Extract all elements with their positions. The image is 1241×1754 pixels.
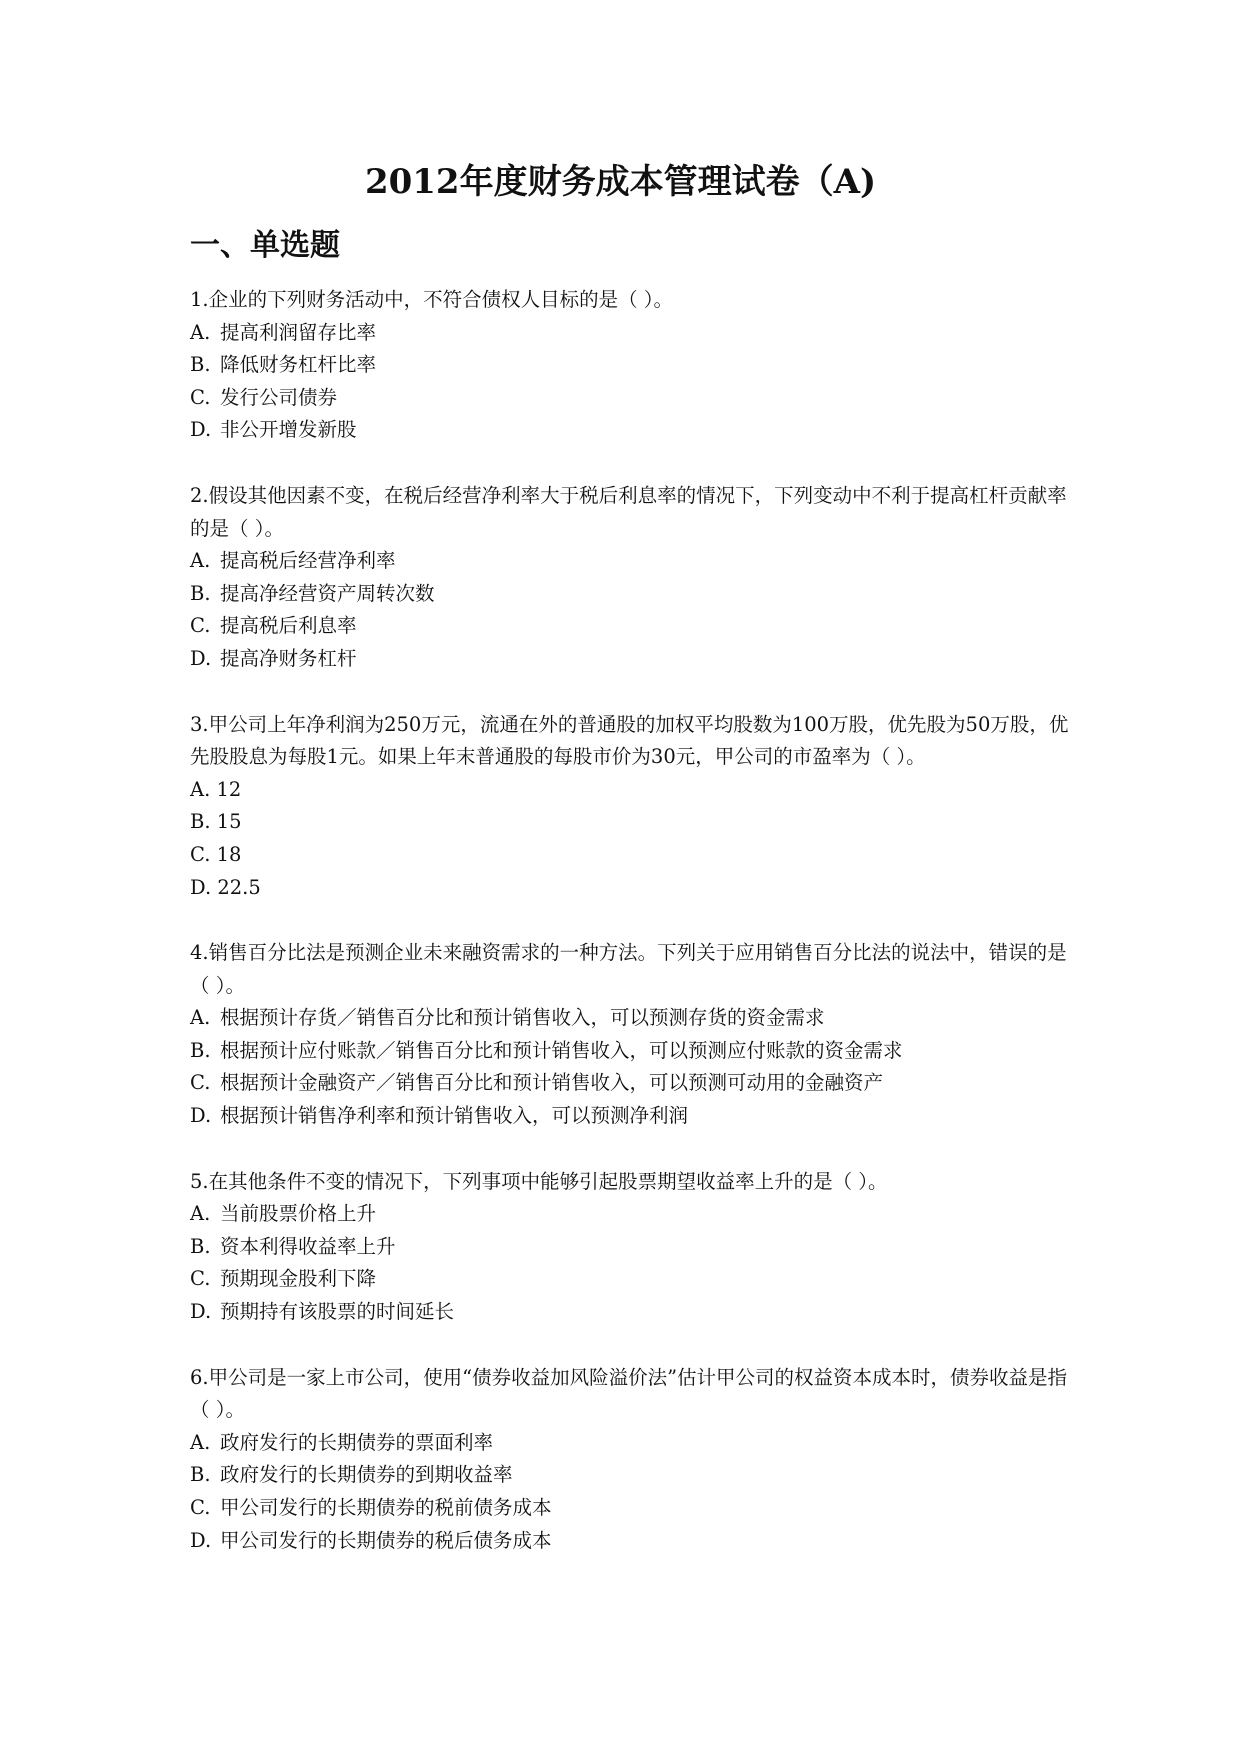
option-c <box>190 382 1070 415</box>
option-list <box>190 1427 1070 1557</box>
option-text: 甲公司发行的长期债券的税前债务成本 <box>220 1496 552 1519</box>
option-key: D. <box>190 1300 212 1324</box>
option-text: 降低财务杠杆比率 <box>220 353 377 377</box>
question-1 <box>190 284 1070 447</box>
option-key: D. <box>190 1104 212 1128</box>
option-text: 甲公司发行的长期债券的税后债务成本 <box>220 1528 552 1552</box>
option-b <box>190 1231 1070 1264</box>
option-key: B. <box>190 353 211 377</box>
option-key: D. <box>190 875 212 899</box>
document-title: 2012年度财务成本管理试卷（A) <box>364 162 877 202</box>
option-d <box>190 643 1070 676</box>
option-key: B. <box>190 581 211 605</box>
option-text: 根据预计应付账款／销售百分比和预计销售收入，可以预测应付账款的资金需求 <box>220 1038 903 1062</box>
option-key: C. <box>190 842 211 866</box>
option-key: A. <box>190 777 211 801</box>
option-list <box>190 545 1070 675</box>
option-a <box>190 545 1070 578</box>
question-list <box>190 284 1070 1590</box>
option-text: 当前股票价格上升 <box>220 1202 377 1226</box>
option-a <box>190 1198 1070 1231</box>
option-b <box>190 1459 1070 1492</box>
option-text: 政府发行的长期债券的票面利率 <box>220 1430 494 1454</box>
question-stem: 6.甲公司是一家上市公司，使用“债券收益加风险溢价法”估计甲公司的权益资本成本时，债券收益是指（ ）。 <box>190 1365 1068 1422</box>
option-key: A. <box>190 320 211 344</box>
option-key: B. <box>190 1038 211 1062</box>
option-text: 18 <box>216 842 242 866</box>
option-d <box>190 1296 1070 1329</box>
question-stem: 2.假设其他因素不变，在税后经营净利率大于税后利息率的情况下，下列变动中不利于提高杠杆贡献率的是（ ）。 <box>190 483 1067 540</box>
option-text: 根据预计销售净利率和预计销售收入，可以预测净利润 <box>220 1104 689 1128</box>
option-d <box>190 1525 1070 1558</box>
option-list <box>190 1198 1070 1328</box>
option-b <box>190 578 1070 611</box>
option-a <box>190 1427 1070 1460</box>
option-key: C. <box>190 385 211 409</box>
question-stem: 1.企业的下列财务活动中，不符合债权人目标的是（ ）。 <box>190 288 674 311</box>
option-key: D. <box>190 418 212 442</box>
question-stem: 3.甲公司上年净利润为250万元，流通在外的普通股的加权平均股数为100万股，优先股为50万股，优先股股息为每股1元。如果上年末普通股的每股市价为30元，甲公司的市盈率为（ ）。 <box>190 712 1069 769</box>
option-list <box>190 774 1070 904</box>
option-key: A. <box>190 549 211 573</box>
option-a <box>190 1002 1070 1035</box>
option-text: 预期现金股利下降 <box>220 1267 377 1291</box>
question-5 <box>190 1166 1070 1329</box>
option-text: 提高税后利息率 <box>220 614 357 638</box>
option-d <box>190 1100 1070 1133</box>
option-b <box>190 349 1070 382</box>
option-a <box>190 317 1070 350</box>
option-key: C. <box>190 1071 211 1095</box>
option-key: C. <box>190 1267 211 1291</box>
option-b <box>190 1035 1070 1068</box>
option-d <box>190 414 1070 447</box>
option-key: A. <box>190 1202 211 1226</box>
option-text: 资本利得收益率上升 <box>220 1234 396 1258</box>
option-b <box>190 806 1070 839</box>
option-c <box>190 1492 1070 1525</box>
option-text: 12 <box>216 777 242 801</box>
option-key: B. <box>190 1234 211 1258</box>
option-key: D. <box>190 646 212 670</box>
question-2 <box>190 480 1070 676</box>
option-text: 根据预计金融资产／销售百分比和预计销售收入，可以预测可动用的金融资产 <box>220 1071 884 1095</box>
option-a <box>190 774 1070 807</box>
option-key: C. <box>190 1496 211 1519</box>
question-stem: 4.销售百分比法是预测企业未来融资需求的一种方法。下列关于应用销售百分比法的说法中，错误的是（ ）。 <box>190 941 1067 997</box>
option-list <box>190 317 1070 447</box>
option-text: 预期持有该股票的时间延长 <box>220 1300 455 1324</box>
option-d <box>190 872 1070 905</box>
option-text: 提高净经营资产周转次数 <box>220 581 435 605</box>
option-text: 提高净财务杠杆 <box>220 646 357 670</box>
option-c <box>190 610 1070 643</box>
option-text: 提高税后经营净利率 <box>220 549 396 573</box>
option-key: B. <box>190 1463 211 1487</box>
question-3 <box>190 709 1070 905</box>
question-6 <box>190 1362 1070 1558</box>
option-text: 提高利润留存比率 <box>220 320 377 344</box>
option-key: A. <box>190 1006 211 1030</box>
question-stem: 5.在其他条件不变的情况下，下列事项中能够引起股票期望收益率上升的是（ ）。 <box>190 1169 888 1193</box>
option-text: 政府发行的长期债券的到期收益率 <box>220 1463 513 1487</box>
option-c <box>190 839 1070 872</box>
question-4 <box>190 937 1070 1133</box>
option-key: B. <box>190 810 211 834</box>
option-text: 15 <box>216 810 242 834</box>
option-text: 非公开增发新股 <box>220 418 357 442</box>
option-c <box>190 1263 1070 1296</box>
option-list <box>190 1002 1070 1132</box>
option-text: 22.5 <box>217 875 261 899</box>
option-text: 根据预计存货／销售百分比和预计销售收入，可以预测存货的资金需求 <box>220 1006 825 1030</box>
option-key: D. <box>190 1528 212 1552</box>
option-c <box>190 1067 1070 1100</box>
option-key: C. <box>190 614 211 638</box>
option-text: 发行公司债券 <box>220 385 338 409</box>
option-key: A. <box>190 1430 211 1454</box>
section-heading: 一、单选题 <box>190 228 340 263</box>
